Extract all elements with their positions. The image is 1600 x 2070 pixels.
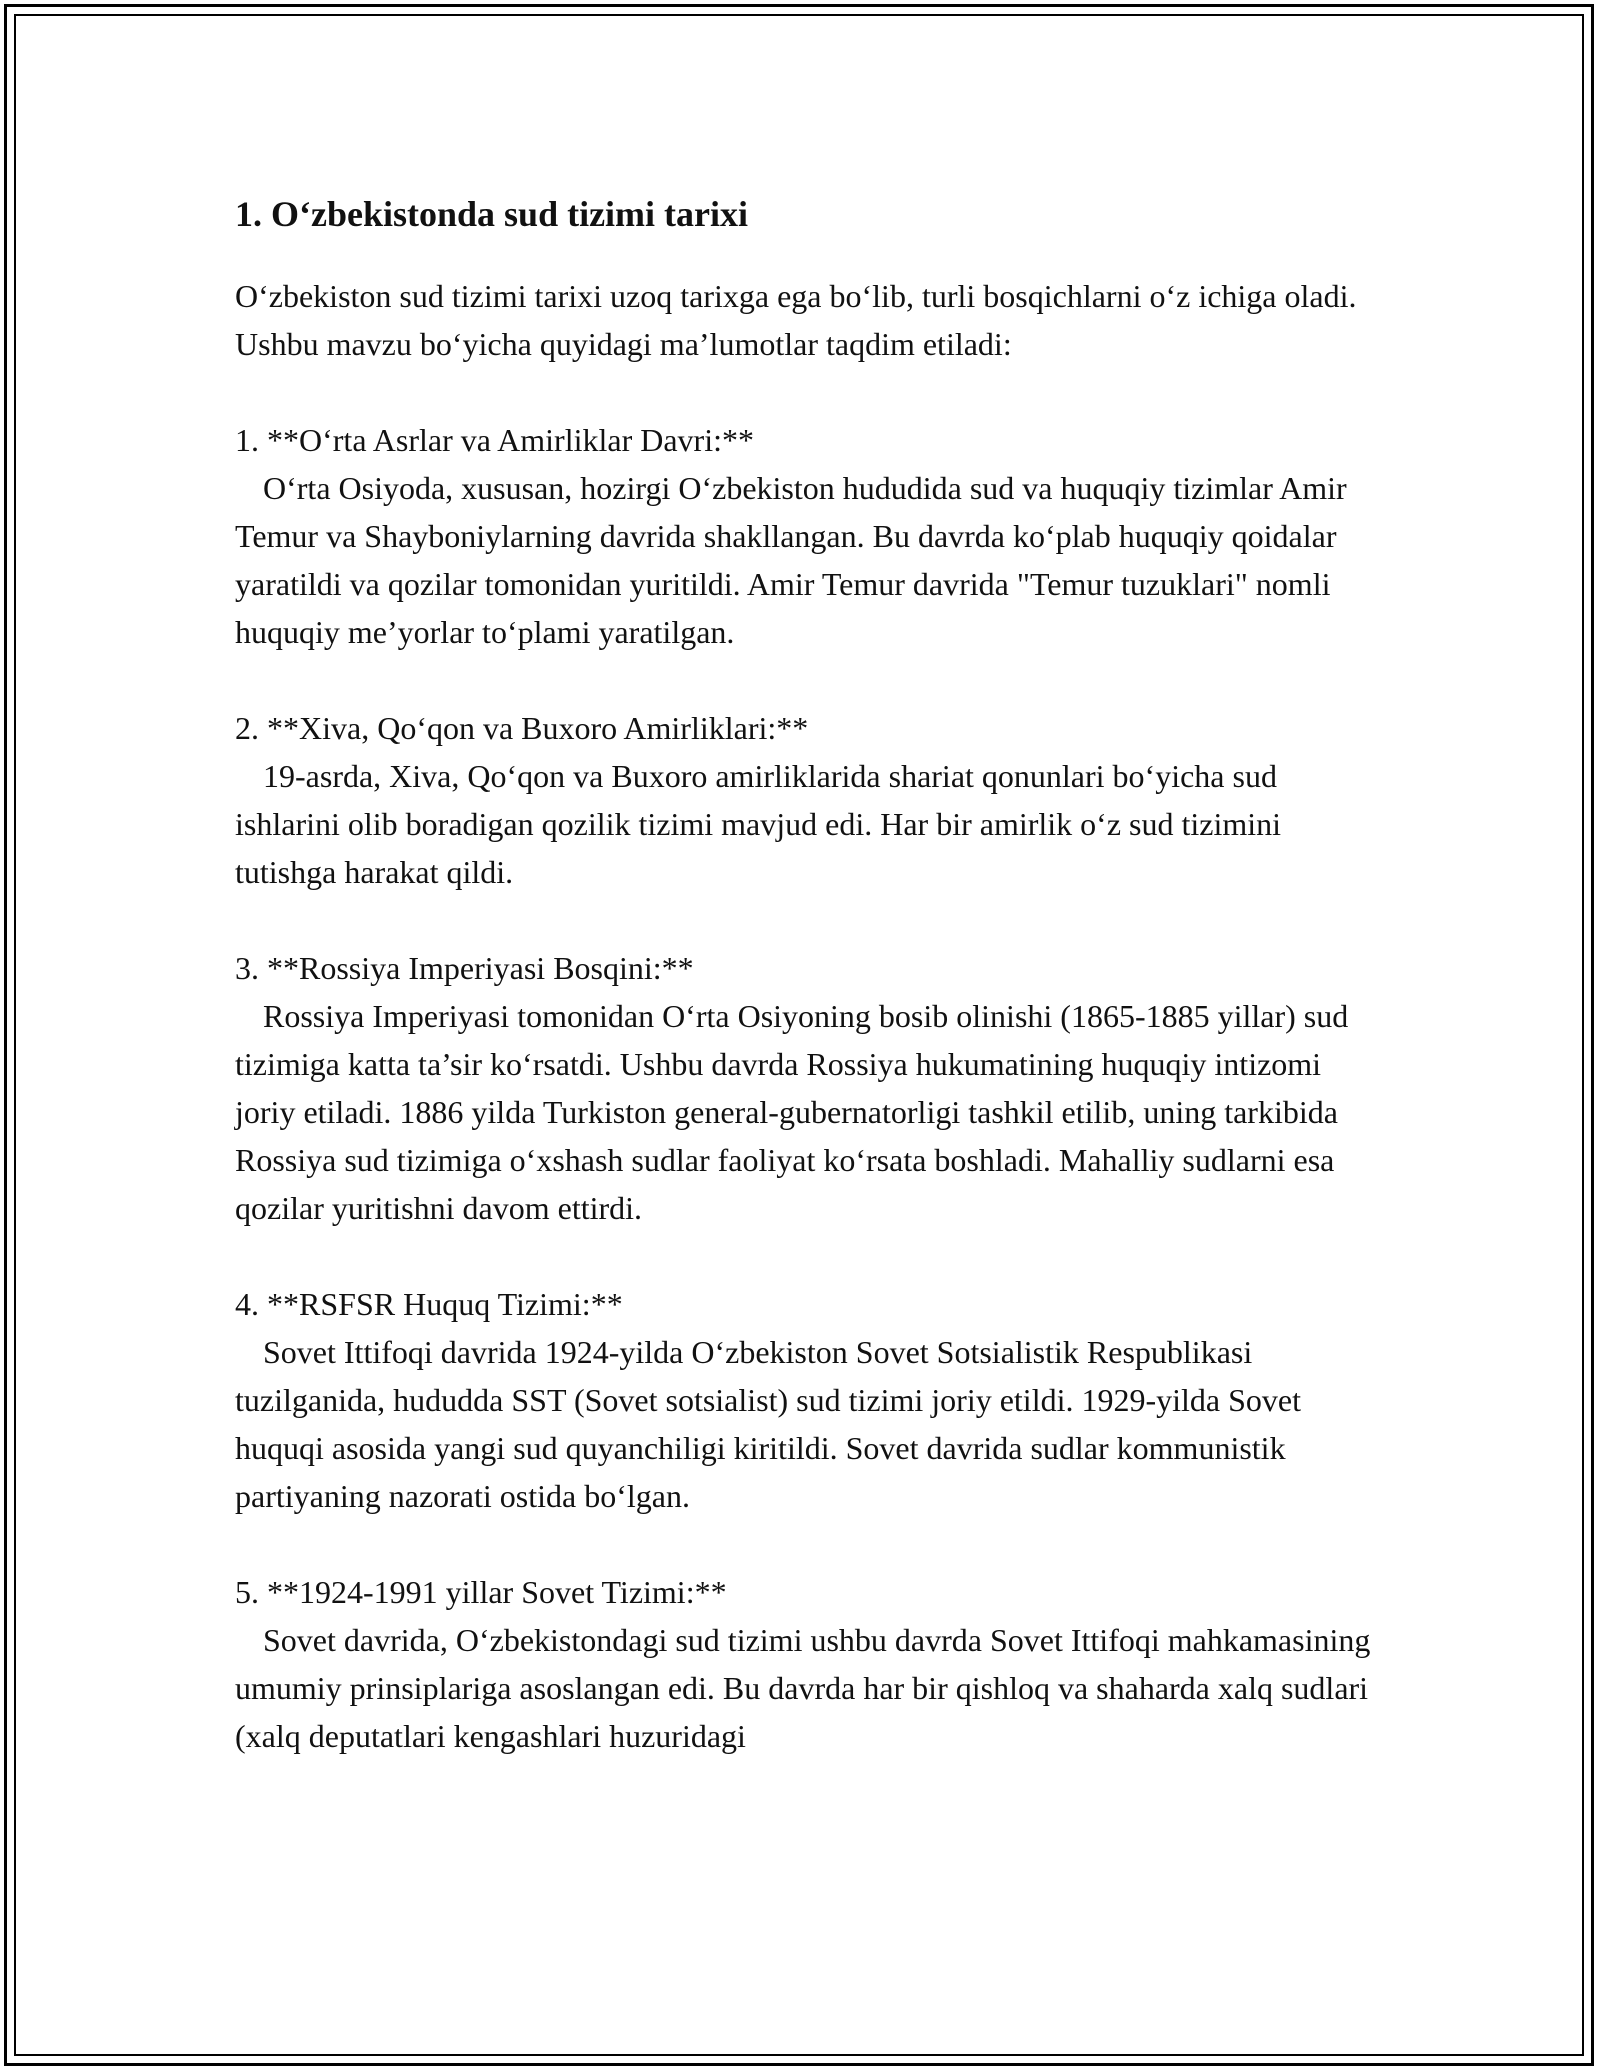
section-2 <box>235 704 1375 896</box>
section-1 <box>235 416 1375 656</box>
document-title: 1. O‘zbekistonda sud tizimi tarixi <box>235 194 749 234</box>
section-4 <box>235 1280 1375 1520</box>
section-heading: 3. **Rossiya Imperiyasi Bosqini:** <box>235 950 694 986</box>
section-body: Rossiya Imperiyasi tomonidan O‘rta Osiyoning bosib olinishi (1865-1885 yillar) sud tizimiga katta ta’sir ko‘rsatdi. Ushbu davrda Rossiya hukumatining huquqiy intizomi joriy etiladi. 1886 yilda Turkiston general-gubernatorligi tashkil etilib, uning tarkibida Rossiya sud tizimiga o‘xshash sudlar faoliyat ko‘rsata boshladi. Mahalliy sudlarni esa qozilar yuritishni davom ettirdi. <box>235 998 1349 1226</box>
section-3 <box>235 944 1375 1232</box>
section-heading: 2. **Xiva, Qo‘qon va Buxoro Amirliklari:** <box>235 710 809 746</box>
section-body: 19-asrda, Xiva, Qo‘qon va Buxoro amirliklarida shariat qonunlari bo‘yicha sud ishlarini olib boradigan qozilik tizimi mavjud edi. Har bir amirlik o‘z sud tizimini tutishga harakat qildi. <box>235 758 1282 890</box>
section-body: O‘rta Osiyoda, xususan, hozirgi O‘zbekiston hududida sud va huquqiy tizimlar Amir Temur va Shayboniylarning davrida shakllangan. Bu davrda ko‘plab huquqiy qoidalar yaratildi va qozilar tomonidan yuritildi. Amir Temur davrida "Temur tuzuklari" nomli huquqiy me’yorlar to‘plami yaratilgan. <box>235 470 1347 650</box>
section-body: Sovet Ittifoqi davrida 1924-yilda O‘zbekiston Sovet Sotsialistik Respublikasi tuzilganida, hududda SST (Sovet sotsialist) sud tizimi joriy etildi. 1929-yilda Sovet huquqi asosida yangi sud quyanchiligi kiritildi. Sovet davrida sudlar kommunistik partiyaning nazorati ostida bo‘lgan. <box>235 1334 1301 1514</box>
document-content <box>235 186 1375 1808</box>
intro-paragraph: O‘zbekiston sud tizimi tarixi uzoq tarixga ega bo‘lib, turli bosqichlarni o‘z ichiga oladi. Ushbu mavzu bo‘yicha quyidagi ma’lumotlar taqdim etiladi: <box>235 278 1357 362</box>
section-heading: 5. **1924-1991 yillar Sovet Tizimi:** <box>235 1574 727 1610</box>
section-heading: 4. **RSFSR Huquq Tizimi:** <box>235 1286 623 1322</box>
section-heading: 1. **O‘rta Asrlar va Amirliklar Davri:** <box>235 422 754 458</box>
section-5 <box>235 1568 1375 1760</box>
section-body: Sovet davrida, O‘zbekistondagi sud tizimi ushbu davrda Sovet Ittifoqi mahkamasining umumiy prinsiplariga asoslangan edi. Bu davrda har bir qishloq va shaharda xalq sudlari (xalq deputatlari kengashlari huzuridagi <box>235 1622 1371 1754</box>
